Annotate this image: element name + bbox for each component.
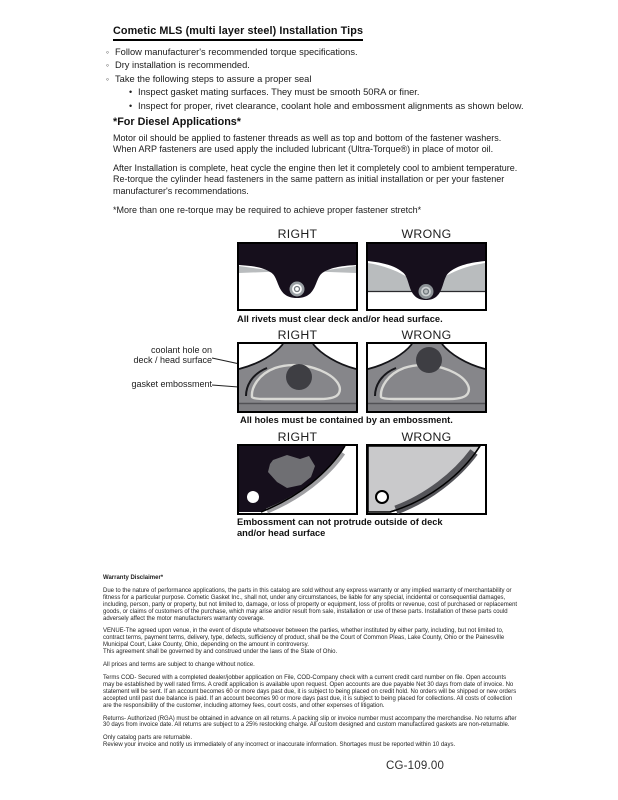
- legal-paragraph: Review your invoice and notify us immediately of any incorrect or inaccurate information. Shortages must be reported within 10 days.: [103, 742, 456, 749]
- gasket-edge-strip: [368, 405, 485, 412]
- installation-tips-list: [106, 46, 556, 113]
- gasket-edge-strip: [239, 405, 356, 412]
- list-item: [106, 59, 556, 72]
- legal-paragraph: Returns- Authorized (RGA) must be obtained in advance on all returns. A packing slip or invoice number must accompany the merchandise. No returns after 30 days from invoice date. All returns are subject to a 25% restocking charge. All custom designed and custom manufactured gaskets are non-returnable.: [103, 715, 517, 729]
- legal-paragraph: Due to the nature of performance applications, the parts in this catalog are sold without any express warranty or any implied warranty of merchantability or fitness for a particular purpose. Cometic Gasket Inc., shall not, under any circumstances, be liable for any special, incidental or consequential damages, including, person, party or property, but not limited to, damage, or loss of property or equipment, loss of profits or revenue, cost of purchased or replacement goods, or claims of customers of the purchase, which may arise and/or result from sale, installation or use of these parts. Installation of these parts could adversely affect the motor manufacturers warranty coverage.: [103, 587, 518, 622]
- legal-paragraph: All prices and terms are subject to change without notice.: [103, 662, 255, 669]
- diagram-protrude-wrong: [366, 444, 487, 515]
- bolt-hole: [247, 491, 259, 503]
- diagram-rivet-clearance-right: [237, 242, 358, 311]
- list-item-text: Inspect for proper, rivet clearance, coolant hole and embossment alignments as shown below.: [138, 100, 524, 111]
- diagram-embossment-right: [237, 342, 358, 413]
- list-item: [106, 73, 556, 86]
- sub-list-item: [106, 100, 556, 113]
- legal-paragraph: VENUE-The agreed upon venue, in the event of dispute whatsoever between the parties, whether instituted by either party, including, but not limited to, contract terms, payment terms, delivery, type, defects, sufficiency of product, shall be the Court of Common Pleas, Lake County, Ohio or the Painesville Municipal Court, Lake County, Ohio, depending on the amount in controversy.: [103, 628, 505, 649]
- rivet-center: [424, 289, 429, 294]
- page-number: CG-109.00: [386, 760, 445, 772]
- diagram-embossment-wrong: [366, 342, 487, 413]
- filled-bullet-icon: •: [129, 87, 133, 98]
- filled-bullet-icon: •: [129, 100, 133, 111]
- rivet-center: [295, 287, 300, 292]
- legal-paragraph: Terms COD- Secured with a completed dealer/jobber application on File, COD-Company check with a current credit card number on file. Open accounts may be established by well rated firms. A credit application is available upon request. Open accounts are due payable Net 30 days from date of invoice. No statement will be sent. If an account becomes 60 or more days past due, it is subject to being placed on credit hold. No orders will be shipped or new orders accepted until past due balance is paid. If an account becomes 90 or more days past due, it is subject to being placed for collections. All costs of collection are the responsibility of the customer, including attorney fees, court costs, and other expenses of litigation.: [103, 674, 517, 709]
- diagram-protrude-right: [237, 444, 358, 515]
- coolant-hole-label: [133, 345, 212, 365]
- legal-paragraph: Only catalog parts are returnable.: [103, 735, 193, 742]
- legal-paragraph: This agreement shall be governed by and construed under the laws of the State of Ohio.: [103, 649, 338, 656]
- figure3-caption-line1: Embossment can not protrude outside of deck: [237, 517, 443, 527]
- list-item: [106, 46, 556, 59]
- diesel-paragraph-2: After Installation is complete, heat cycle the engine then let it completely cool to ambient temperature. Re-torque the cylinder head fasteners in the same pattern as initial installation or per your fastener manufacturer's recommendations.: [113, 163, 518, 196]
- diesel-paragraph-1: Motor oil should be applied to fastener threads as well as top and bottom of the fastener washers. When ARP fasteners are used apply the included lubricant (Ultra-Torque®) in place of motor oil.: [113, 133, 502, 155]
- figure2-wrong-header: WRONG: [401, 328, 452, 342]
- retorque-note: *More than one re-torque may be required to achieve proper fastener stretch*: [113, 205, 422, 215]
- sub-list-item: [106, 86, 556, 99]
- warranty-disclaimer-heading: Warranty Disclaimer*: [103, 575, 164, 581]
- page-title: Cometic MLS (multi layer steel) Installation Tips: [113, 25, 363, 41]
- figure2-right-header: RIGHT: [277, 328, 318, 342]
- open-bullet-icon: ◦: [106, 73, 110, 84]
- figure1-wrong-header: WRONG: [401, 227, 452, 241]
- figure1-caption: All rivets must clear deck and/or head surface.: [237, 314, 443, 324]
- gasket-embossment-label: gasket embossment: [131, 379, 212, 389]
- bolt-hole: [376, 491, 388, 503]
- list-item-text: Follow manufacturer's recommended torque specifications.: [115, 47, 358, 57]
- coolant-hole: [286, 364, 312, 390]
- coolant-hole: [416, 347, 442, 373]
- figure3-caption: [237, 517, 443, 538]
- open-bullet-icon: ◦: [106, 60, 110, 71]
- figure3-caption-line2: and/or head surface: [237, 527, 326, 538]
- figure3-right-header: RIGHT: [277, 430, 318, 444]
- figure1-right-header: RIGHT: [277, 227, 318, 241]
- list-item-text: Take the following steps to assure a proper seal: [115, 73, 312, 84]
- coolant-hole-label-line1: coolant hole on: [150, 345, 212, 355]
- figure2-caption: All holes must be contained by an embossment.: [240, 415, 453, 425]
- legal-section: [103, 575, 518, 749]
- open-bullet-icon: ◦: [106, 47, 110, 57]
- list-item-text: Dry installation is recommended.: [115, 60, 250, 71]
- coolant-hole-label-line2: deck / head surface: [133, 355, 212, 365]
- diesel-section-heading: *For Diesel Applications*: [113, 116, 241, 128]
- figure3-wrong-header: WRONG: [401, 430, 452, 444]
- list-item-text: Inspect gasket mating surfaces. They must be smooth 50RA or finer.: [138, 87, 420, 98]
- diagram-rivet-clearance-wrong: [366, 242, 487, 311]
